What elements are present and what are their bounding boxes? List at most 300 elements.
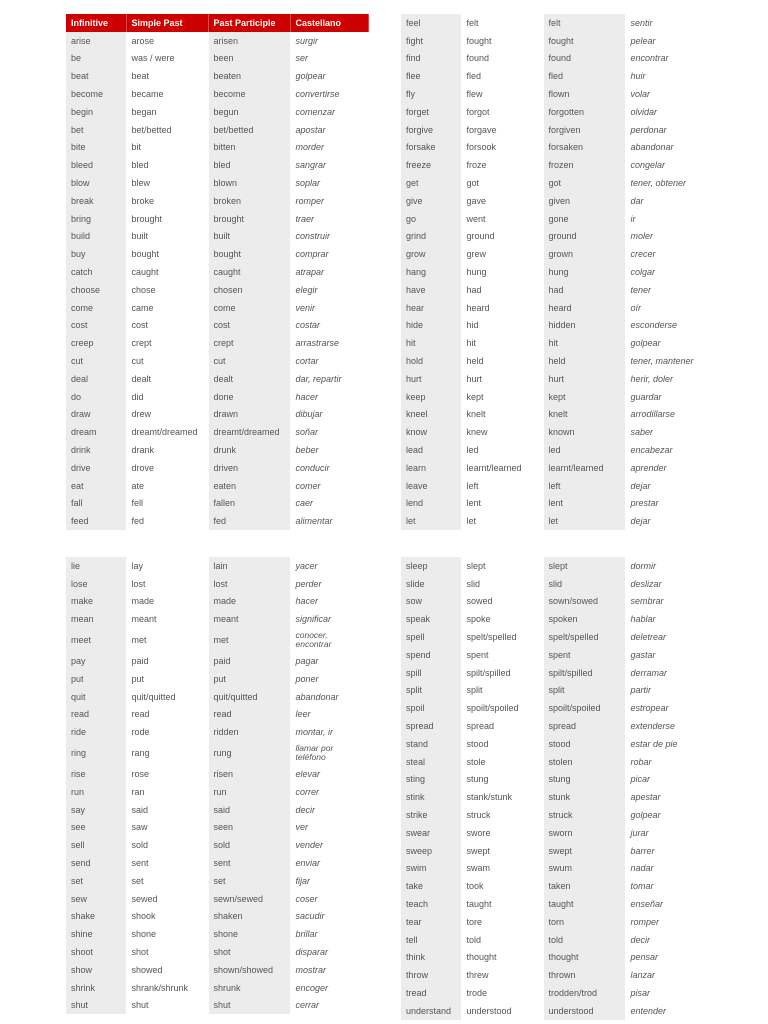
- table-row: [401, 423, 703, 441]
- infinitive-cell: spill: [401, 664, 461, 682]
- table-row: [401, 1002, 703, 1020]
- castellano-cell: elevar: [290, 765, 368, 783]
- simple-past-cell: hit: [461, 334, 543, 352]
- infinitive-cell: buy: [66, 245, 126, 263]
- simple-past-cell: went: [461, 210, 543, 228]
- infinitive-cell: get: [401, 174, 461, 192]
- infinitive-cell: choose: [66, 281, 126, 299]
- castellano-cell: sentir: [625, 14, 703, 32]
- castellano-cell: enviar: [290, 854, 368, 872]
- castellano-cell: coser: [290, 890, 368, 908]
- simple-past-cell: beat: [126, 67, 208, 85]
- table-row: [66, 281, 368, 299]
- simple-past-cell: swore: [461, 824, 543, 842]
- table-row: [66, 557, 368, 575]
- simple-past-cell: taught: [461, 895, 543, 913]
- castellano-cell: apostar: [290, 121, 368, 139]
- table-row: [401, 771, 703, 789]
- castellano-cell: traer: [290, 210, 368, 228]
- past-participle-cell: chosen: [208, 281, 290, 299]
- table-row: [66, 943, 368, 961]
- table-row: [66, 459, 368, 477]
- infinitive-cell: send: [66, 854, 126, 872]
- table-row: [401, 788, 703, 806]
- table-row: [66, 156, 368, 174]
- castellano-cell: volar: [625, 85, 703, 103]
- simple-past-cell: blew: [126, 174, 208, 192]
- infinitive-cell: draw: [66, 406, 126, 424]
- simple-past-cell: built: [126, 228, 208, 246]
- table-row: [66, 819, 368, 837]
- simple-past-cell: shrank/shrunk: [126, 979, 208, 997]
- past-participle-cell: caught: [208, 263, 290, 281]
- table-row: [401, 806, 703, 824]
- infinitive-cell: see: [66, 819, 126, 837]
- table-row: [66, 174, 368, 192]
- castellano-cell: picar: [625, 771, 703, 789]
- simple-past-cell: gave: [461, 192, 543, 210]
- infinitive-cell: shake: [66, 908, 126, 926]
- table-row: [401, 575, 703, 593]
- table-row: [401, 67, 703, 85]
- castellano-cell: sacudir: [290, 908, 368, 926]
- table-row: [401, 441, 703, 459]
- infinitive-cell: say: [66, 801, 126, 819]
- table-row: [66, 836, 368, 854]
- simple-past-cell: stung: [461, 771, 543, 789]
- simple-past-cell: led: [461, 441, 543, 459]
- table-row: [66, 67, 368, 85]
- simple-past-cell: trode: [461, 984, 543, 1002]
- table-row: [66, 388, 368, 406]
- simple-past-cell: crept: [126, 334, 208, 352]
- past-participle-cell: fled: [543, 67, 625, 85]
- past-participle-cell: shaken: [208, 908, 290, 926]
- simple-past-cell: slept: [461, 557, 543, 575]
- infinitive-cell: blow: [66, 174, 126, 192]
- past-participle-cell: lost: [208, 575, 290, 593]
- infinitive-cell: slide: [401, 575, 461, 593]
- infinitive-cell: sting: [401, 771, 461, 789]
- past-participle-cell: heard: [543, 299, 625, 317]
- table-row: [401, 860, 703, 878]
- table-row: [401, 50, 703, 68]
- simple-past-cell: arose: [126, 32, 208, 50]
- castellano-cell: encoger: [290, 979, 368, 997]
- past-participle-cell: drunk: [208, 441, 290, 459]
- simple-past-cell: understood: [461, 1002, 543, 1020]
- infinitive-cell: have: [401, 281, 461, 299]
- past-participle-cell: spent: [543, 646, 625, 664]
- castellano-cell: dar: [625, 192, 703, 210]
- table-row: [66, 495, 368, 513]
- table-row: [401, 593, 703, 611]
- table-row: [66, 477, 368, 495]
- castellano-cell: comenzar: [290, 103, 368, 121]
- table-row: [401, 895, 703, 913]
- infinitive-cell: flee: [401, 67, 461, 85]
- simple-past-cell: felt: [461, 14, 543, 32]
- table-row: [66, 228, 368, 246]
- castellano-cell: jurar: [625, 824, 703, 842]
- past-participle-cell: understood: [543, 1002, 625, 1020]
- past-participle-cell: quit/quitted: [208, 688, 290, 706]
- castellano-cell: apestar: [625, 788, 703, 806]
- simple-past-cell: saw: [126, 819, 208, 837]
- infinitive-cell: hide: [401, 317, 461, 335]
- simple-past-cell: dreamt/dreamed: [126, 423, 208, 441]
- table-row: [66, 50, 368, 68]
- infinitive-cell: read: [66, 706, 126, 724]
- past-participle-cell: come: [208, 299, 290, 317]
- header-past-participle: Past Participle: [208, 14, 290, 32]
- table-row: [66, 628, 368, 652]
- infinitive-cell: grow: [401, 245, 461, 263]
- infinitive-cell: tear: [401, 913, 461, 931]
- castellano-cell: pelear: [625, 32, 703, 50]
- table-row: [66, 723, 368, 741]
- past-participle-cell: read: [208, 706, 290, 724]
- castellano-cell: estropear: [625, 699, 703, 717]
- simple-past-cell: rose: [126, 765, 208, 783]
- past-participle-cell: stolen: [543, 753, 625, 771]
- simple-past-cell: forgot: [461, 103, 543, 121]
- castellano-cell: arrodillarse: [625, 406, 703, 424]
- past-participle-cell: stunk: [543, 788, 625, 806]
- castellano-cell: herir, doler: [625, 370, 703, 388]
- past-participle-cell: spread: [543, 717, 625, 735]
- simple-past-cell: began: [126, 103, 208, 121]
- infinitive-cell: fight: [401, 32, 461, 50]
- past-participle-cell: led: [543, 441, 625, 459]
- infinitive-cell: feed: [66, 512, 126, 530]
- infinitive-cell: forgive: [401, 121, 461, 139]
- table-row: [66, 872, 368, 890]
- verb-table-2: [401, 14, 704, 530]
- past-participle-cell: lent: [543, 495, 625, 513]
- castellano-cell: colgar: [625, 263, 703, 281]
- table-row: [66, 334, 368, 352]
- infinitive-cell: know: [401, 423, 461, 441]
- past-participle-cell: known: [543, 423, 625, 441]
- table-row: [401, 85, 703, 103]
- castellano-cell: conducir: [290, 459, 368, 477]
- simple-past-cell: tore: [461, 913, 543, 931]
- castellano-cell: deslizar: [625, 575, 703, 593]
- table-row: [401, 317, 703, 335]
- past-participle-cell: learnt/learned: [543, 459, 625, 477]
- past-participle-cell: grown: [543, 245, 625, 263]
- simple-past-cell: spelt/spelled: [461, 628, 543, 646]
- past-participle-cell: become: [208, 85, 290, 103]
- infinitive-cell: swim: [401, 860, 461, 878]
- infinitive-cell: ride: [66, 723, 126, 741]
- past-participle-cell: bitten: [208, 139, 290, 157]
- simple-past-cell: got: [461, 174, 543, 192]
- simple-past-cell: met: [126, 628, 208, 652]
- past-participle-cell: said: [208, 801, 290, 819]
- castellano-cell: costar: [290, 317, 368, 335]
- infinitive-cell: break: [66, 192, 126, 210]
- infinitive-cell: learn: [401, 459, 461, 477]
- infinitive-cell: make: [66, 593, 126, 611]
- table-row: [66, 908, 368, 926]
- simple-past-cell: rang: [126, 741, 208, 765]
- simple-past-cell: took: [461, 877, 543, 895]
- simple-past-cell: swept: [461, 842, 543, 860]
- castellano-cell: esconderse: [625, 317, 703, 335]
- castellano-cell: leer: [290, 706, 368, 724]
- table-row: [401, 842, 703, 860]
- simple-past-cell: showed: [126, 961, 208, 979]
- infinitive-cell: give: [401, 192, 461, 210]
- infinitive-cell: eat: [66, 477, 126, 495]
- castellano-cell: nadar: [625, 860, 703, 878]
- simple-past-cell: found: [461, 50, 543, 68]
- table-row: [66, 423, 368, 441]
- table-row: [401, 682, 703, 700]
- past-participle-cell: fed: [208, 512, 290, 530]
- simple-past-cell: was / were: [126, 50, 208, 68]
- castellano-cell: enseñar: [625, 895, 703, 913]
- infinitive-cell: understand: [401, 1002, 461, 1020]
- infinitive-cell: think: [401, 949, 461, 967]
- castellano-cell: abandonar: [625, 139, 703, 157]
- table-row: [401, 174, 703, 192]
- infinitive-cell: fall: [66, 495, 126, 513]
- castellano-cell: huir: [625, 67, 703, 85]
- table-row: [401, 32, 703, 50]
- castellano-cell: pisar: [625, 984, 703, 1002]
- past-participle-cell: forgiven: [543, 121, 625, 139]
- castellano-cell: romper: [290, 192, 368, 210]
- infinitive-cell: quit: [66, 688, 126, 706]
- infinitive-cell: arise: [66, 32, 126, 50]
- past-participle-cell: forgotten: [543, 103, 625, 121]
- table-row: [66, 32, 368, 50]
- past-participle-cell: ridden: [208, 723, 290, 741]
- table-row: [401, 263, 703, 281]
- simple-past-cell: cut: [126, 352, 208, 370]
- infinitive-cell: sleep: [401, 557, 461, 575]
- castellano-cell: elegir: [290, 281, 368, 299]
- table-row: [66, 121, 368, 139]
- castellano-cell: conocer, encontrar: [290, 628, 368, 652]
- past-participle-cell: taught: [543, 895, 625, 913]
- table-row: [66, 688, 368, 706]
- infinitive-cell: rise: [66, 765, 126, 783]
- castellano-cell: tomar: [625, 877, 703, 895]
- infinitive-cell: ring: [66, 741, 126, 765]
- table-row: [401, 735, 703, 753]
- past-participle-cell: had: [543, 281, 625, 299]
- simple-past-cell: sewed: [126, 890, 208, 908]
- castellano-cell: soñar: [290, 423, 368, 441]
- past-participle-cell: split: [543, 682, 625, 700]
- infinitive-cell: stink: [401, 788, 461, 806]
- infinitive-cell: bring: [66, 210, 126, 228]
- past-participle-cell: hung: [543, 263, 625, 281]
- header-castellano: Castellano: [290, 14, 368, 32]
- infinitive-cell: lend: [401, 495, 461, 513]
- infinitive-cell: tell: [401, 931, 461, 949]
- simple-past-cell: had: [461, 281, 543, 299]
- simple-past-cell: shone: [126, 925, 208, 943]
- castellano-cell: olvidar: [625, 103, 703, 121]
- castellano-cell: ser: [290, 50, 368, 68]
- infinitive-cell: lose: [66, 575, 126, 593]
- castellano-cell: hacer: [290, 593, 368, 611]
- infinitive-cell: find: [401, 50, 461, 68]
- table-row: [401, 949, 703, 967]
- simple-past-cell: struck: [461, 806, 543, 824]
- simple-past-cell: spoke: [461, 610, 543, 628]
- castellano-cell: tener, obtener: [625, 174, 703, 192]
- table-row: [66, 670, 368, 688]
- infinitive-cell: do: [66, 388, 126, 406]
- table-row: [401, 717, 703, 735]
- table-row: [66, 610, 368, 628]
- past-participle-cell: hurt: [543, 370, 625, 388]
- simple-past-cell: heard: [461, 299, 543, 317]
- castellano-cell: comprar: [290, 245, 368, 263]
- infinitive-cell: sell: [66, 836, 126, 854]
- past-participle-cell: given: [543, 192, 625, 210]
- past-participle-cell: spoken: [543, 610, 625, 628]
- past-participle-cell: hit: [543, 334, 625, 352]
- simple-past-cell: fell: [126, 495, 208, 513]
- simple-past-cell: drove: [126, 459, 208, 477]
- castellano-cell: montar, ir: [290, 723, 368, 741]
- table-row: [401, 824, 703, 842]
- table-row: [401, 228, 703, 246]
- table-row: [401, 245, 703, 263]
- simple-past-cell: forsook: [461, 139, 543, 157]
- infinitive-cell: bite: [66, 139, 126, 157]
- castellano-cell: soplar: [290, 174, 368, 192]
- infinitive-cell: bet: [66, 121, 126, 139]
- infinitive-cell: go: [401, 210, 461, 228]
- simple-past-cell: told: [461, 931, 543, 949]
- past-participle-cell: told: [543, 931, 625, 949]
- table-row: [66, 406, 368, 424]
- table-row: [401, 477, 703, 495]
- simple-past-cell: became: [126, 85, 208, 103]
- table-row: [401, 495, 703, 513]
- simple-past-cell: shut: [126, 997, 208, 1015]
- infinitive-cell: kneel: [401, 406, 461, 424]
- infinitive-cell: forget: [401, 103, 461, 121]
- infinitive-cell: sweep: [401, 842, 461, 860]
- simple-past-cell: sent: [126, 854, 208, 872]
- past-participle-cell: cost: [208, 317, 290, 335]
- simple-past-cell: fled: [461, 67, 543, 85]
- castellano-cell: construir: [290, 228, 368, 246]
- past-participle-cell: fallen: [208, 495, 290, 513]
- past-participle-cell: thrown: [543, 966, 625, 984]
- castellano-cell: comer: [290, 477, 368, 495]
- table-row: [66, 652, 368, 670]
- infinitive-cell: freeze: [401, 156, 461, 174]
- table-row: [401, 966, 703, 984]
- infinitive-cell: show: [66, 961, 126, 979]
- castellano-cell: perder: [290, 575, 368, 593]
- table-row: [401, 299, 703, 317]
- infinitive-cell: stand: [401, 735, 461, 753]
- simple-past-cell: drank: [126, 441, 208, 459]
- simple-past-cell: drew: [126, 406, 208, 424]
- past-participle-cell: taken: [543, 877, 625, 895]
- castellano-cell: atrapar: [290, 263, 368, 281]
- infinitive-cell: sow: [401, 593, 461, 611]
- infinitive-cell: shut: [66, 997, 126, 1015]
- past-participle-cell: frozen: [543, 156, 625, 174]
- infinitive-cell: beat: [66, 67, 126, 85]
- simple-past-cell: hurt: [461, 370, 543, 388]
- past-participle-cell: forsaken: [543, 139, 625, 157]
- past-participle-cell: brought: [208, 210, 290, 228]
- infinitive-cell: hear: [401, 299, 461, 317]
- past-participle-cell: gone: [543, 210, 625, 228]
- infinitive-cell: mean: [66, 610, 126, 628]
- past-participle-cell: shot: [208, 943, 290, 961]
- past-participle-cell: paid: [208, 652, 290, 670]
- simple-past-cell: learnt/learned: [461, 459, 543, 477]
- infinitive-cell: hurt: [401, 370, 461, 388]
- past-participle-cell: shone: [208, 925, 290, 943]
- table-row: [66, 103, 368, 121]
- castellano-cell: mostrar: [290, 961, 368, 979]
- simple-past-cell: stood: [461, 735, 543, 753]
- castellano-cell: dibujar: [290, 406, 368, 424]
- table-row: [66, 245, 368, 263]
- castellano-cell: pensar: [625, 949, 703, 967]
- table-row: [66, 317, 368, 335]
- past-participle-cell: lain: [208, 557, 290, 575]
- table-row: [66, 890, 368, 908]
- simple-past-cell: sowed: [461, 593, 543, 611]
- infinitive-cell: spread: [401, 717, 461, 735]
- table-row: [66, 801, 368, 819]
- infinitive-cell: become: [66, 85, 126, 103]
- castellano-cell: morder: [290, 139, 368, 157]
- table-row: [401, 14, 703, 32]
- castellano-cell: hablar: [625, 610, 703, 628]
- castellano-cell: correr: [290, 783, 368, 801]
- infinitive-cell: hit: [401, 334, 461, 352]
- past-participle-cell: seen: [208, 819, 290, 837]
- infinitive-cell: cost: [66, 317, 126, 335]
- castellano-cell: ir: [625, 210, 703, 228]
- castellano-cell: decir: [290, 801, 368, 819]
- infinitive-cell: keep: [401, 388, 461, 406]
- infinitive-cell: be: [66, 50, 126, 68]
- infinitive-cell: shoot: [66, 943, 126, 961]
- simple-past-cell: quit/quitted: [126, 688, 208, 706]
- past-participle-cell: dealt: [208, 370, 290, 388]
- castellano-cell: tener, mantener: [625, 352, 703, 370]
- table-row: [401, 877, 703, 895]
- simple-past-cell: dealt: [126, 370, 208, 388]
- simple-past-cell: lay: [126, 557, 208, 575]
- past-participle-cell: sent: [208, 854, 290, 872]
- infinitive-cell: sew: [66, 890, 126, 908]
- simple-past-cell: swam: [461, 860, 543, 878]
- past-participle-cell: got: [543, 174, 625, 192]
- past-participle-cell: met: [208, 628, 290, 652]
- past-participle-cell: knelt: [543, 406, 625, 424]
- past-participle-cell: beaten: [208, 67, 290, 85]
